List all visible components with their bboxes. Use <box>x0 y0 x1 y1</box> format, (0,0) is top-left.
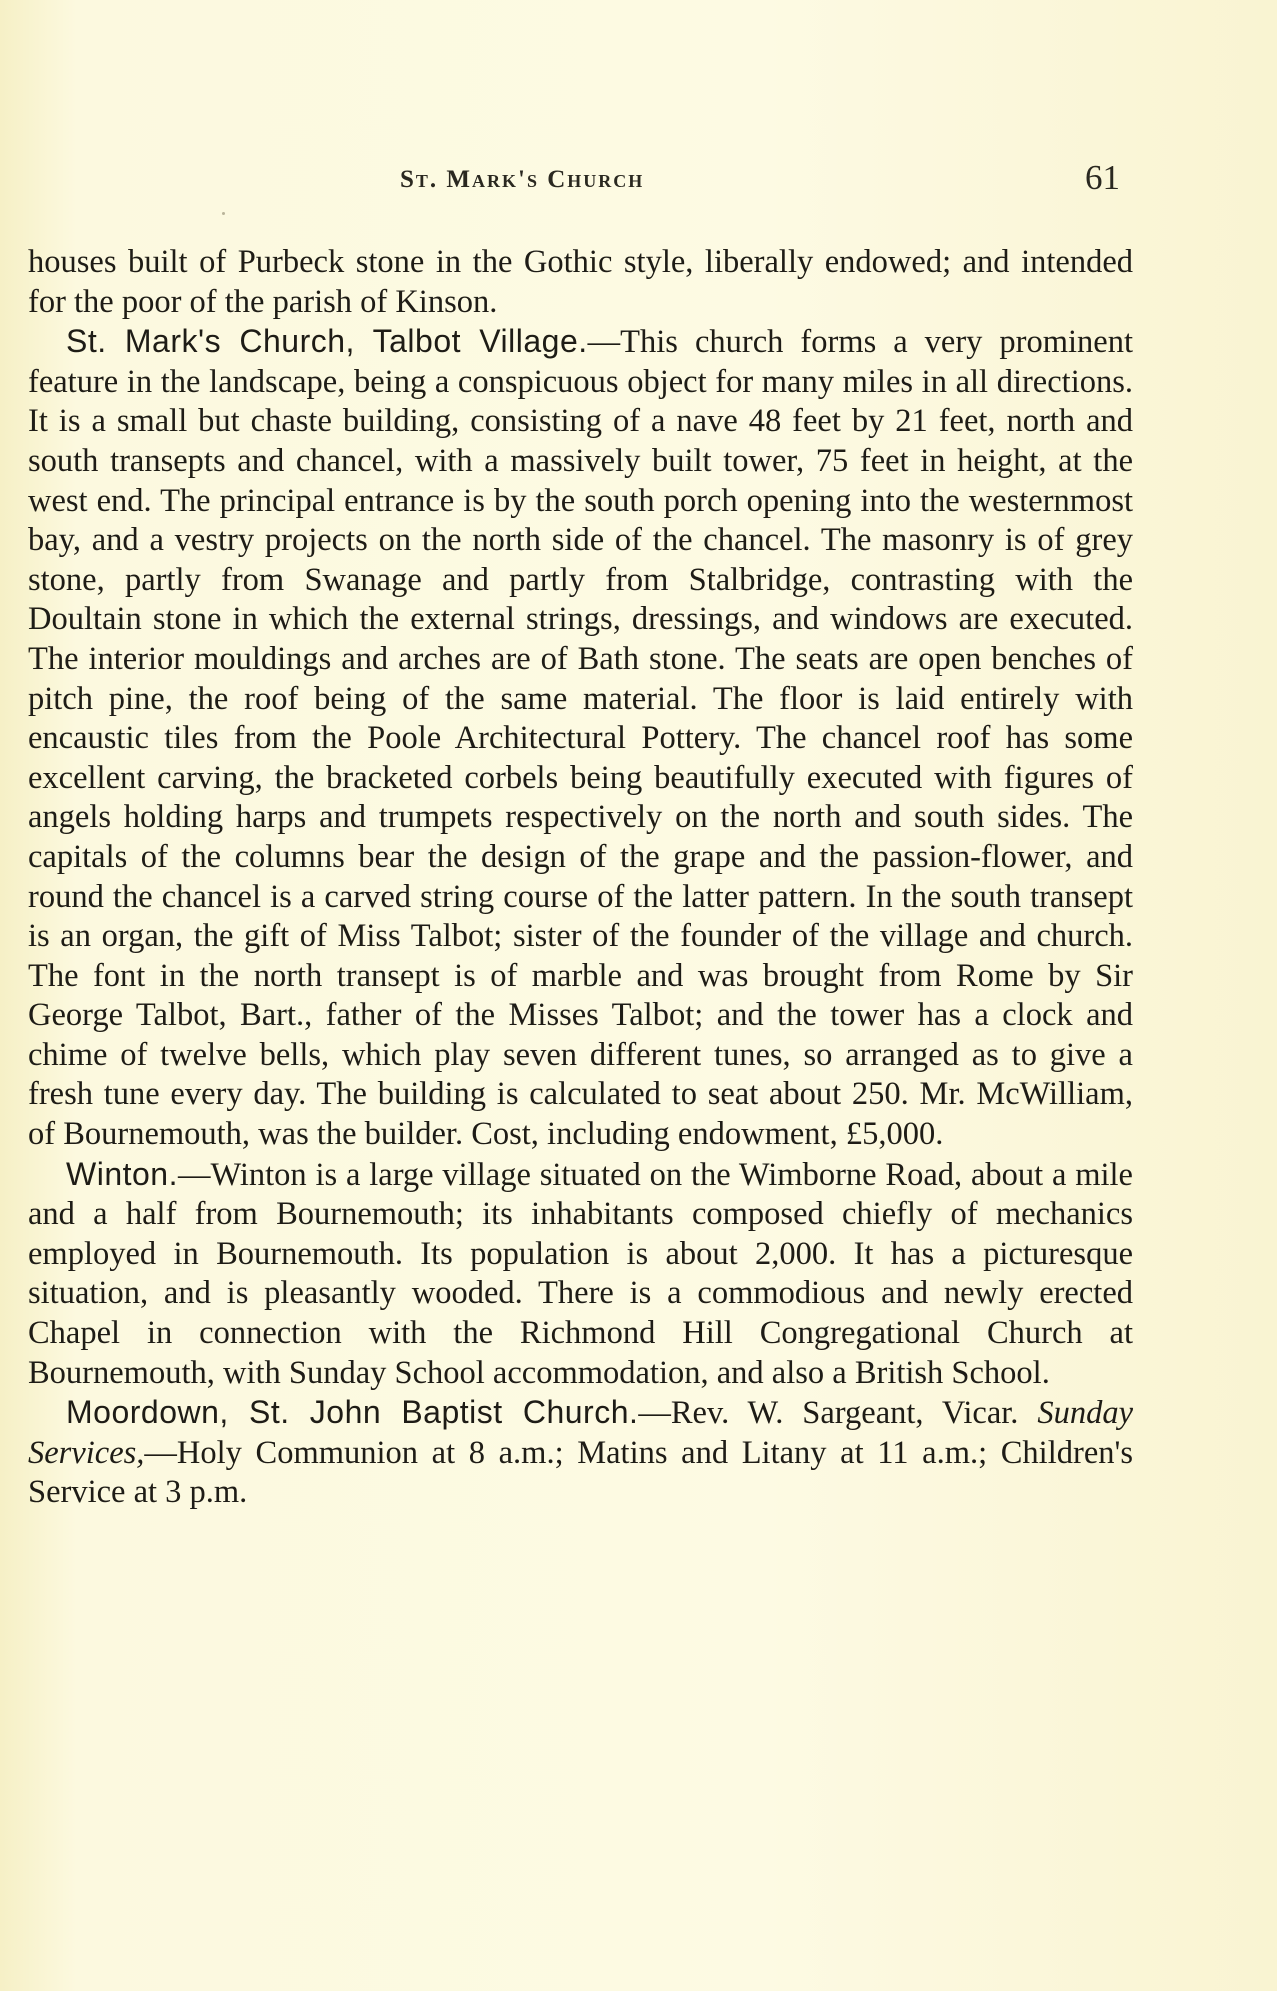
page-number: 61 <box>1085 158 1120 197</box>
paragraph-moordown <box>28 1393 1133 1513</box>
body-text <box>28 243 1133 1513</box>
section-heading-st-marks: St. Mark's Church, Talbot Village. <box>66 323 588 360</box>
section-heading-moordown: Moordown, St. John Baptist Church. <box>66 1394 639 1431</box>
paragraph-winton <box>28 1155 1133 1394</box>
section-heading-winton: Winton. <box>66 1155 178 1192</box>
running-head: St. Mark's Church <box>400 166 645 193</box>
paragraph-text: —Winton is a large village situated on the Wimborne Road, about a mile and a half from Bournemouth; its inhabitants composed chiefly of mechanics employed in Bournemouth. Its population is about 2,000. It has a picturesque situation, and is pleasantly wooded. There is a commodious and newly erected Chapel in connection with the Richmond Hill Congregational Church at Bournemouth, with Sunday School accommodation, and also a British School. <box>28 1156 1133 1391</box>
italic-text: Sunday Services, <box>28 1395 1133 1471</box>
print-speck <box>222 212 225 215</box>
paragraph-text: —This church forms a very prominent feature in the landscape, being a conspicuous object for many miles in all directions. It is a small but chaste building, consisting of a nave 48 feet by 21 feet, north and south transepts and chancel, with a massively built tower, 75 feet in height, at the west end. The principal entrance is by the south porch opening into the westernmost bay, and a vestry projects on the north side of the chancel. The masonry is of grey stone, partly from Swanage and partly from Stalbridge, contrasting with the Doultain stone in which the external strings, dressings, and windows are executed. The interior mouldings and arches are of Bath stone. The seats are open benches of pitch pine, the roof being of the same material. The floor is laid entirely with encaustic tiles from the Poole Architectural Pottery. The chancel roof has some excellent carving, the bracketed corbels being beautifully executed with figures of angels holding harps and trumpets respectively on the north and south sides. The capitals of the columns bear the design of the grape and the passion-flower, and round the chancel is a carved string course of the latter pattern. In the south transept is an organ, the gift of Miss Talbot; sister of the founder of the village and church. The font in the north transept is of marble and was brought from Rome by Sir George Talbot, Bart., father of the Misses Talbot; and the tower has a clock and chime of twelve bells, which play seven different tunes, so arranged as to give a fresh tune every day. The building is calculated to seat about 250. Mr. McWilliam, of Bournemouth, was the builder. Cost, including endowment, £5,000. <box>28 324 1133 1153</box>
paragraph-text: —Rev. W. Sargeant, Vicar. <box>638 1395 1038 1432</box>
paragraph-text: —Holy Communion at 8 a.m.; Matins and Litany at 11 a.m.; Children's Service at 3 p.m. <box>28 1434 1133 1511</box>
paragraph-continuation: houses built of Purbeck stone in the Gothic style, liberally endowed; and intended for the poor of the parish of Kinson. <box>28 244 1133 320</box>
paragraph-st-marks <box>28 322 1133 1154</box>
